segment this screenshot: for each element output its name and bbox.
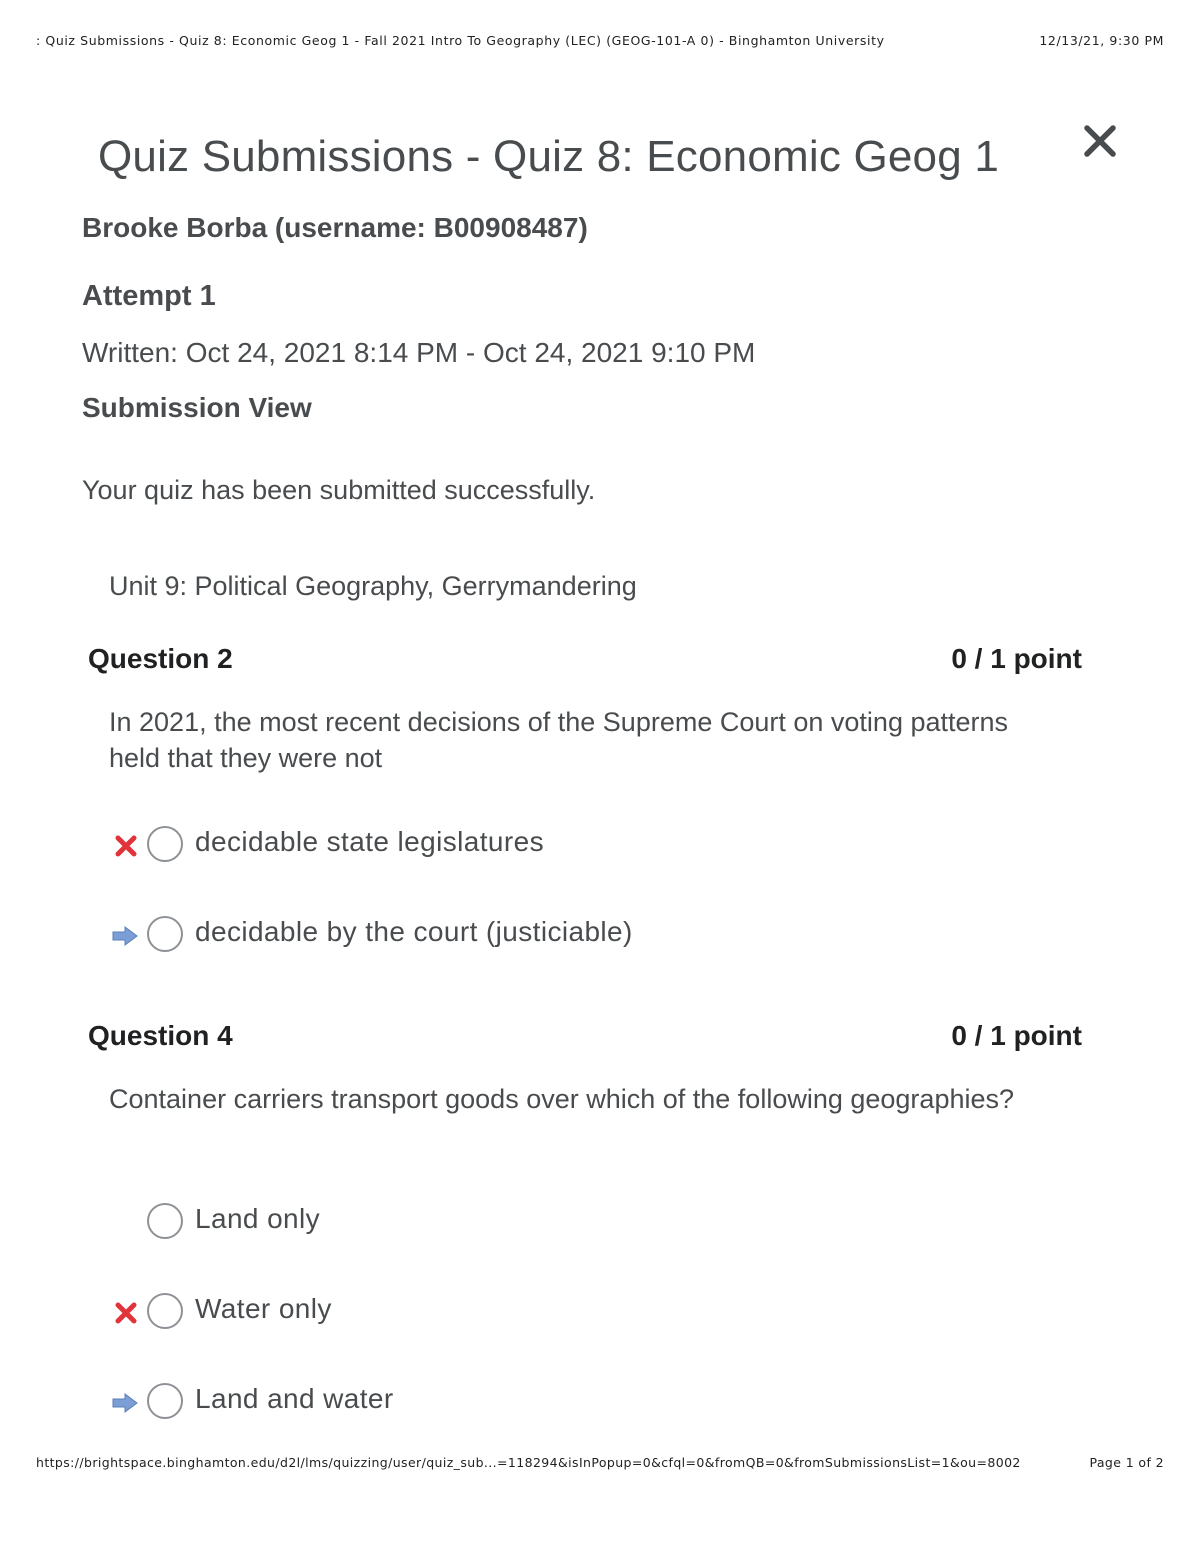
answer-label: decidable state legislatures	[195, 826, 544, 857]
answer-option	[110, 1291, 910, 1335]
dialog-title: Quiz Submissions - Quiz 8: Economic Geog 1	[98, 132, 999, 181]
print-footer	[36, 1455, 1164, 1475]
question-header	[88, 643, 1082, 679]
incorrect-icon	[110, 1299, 140, 1327]
correct-answer-arrow-icon	[110, 922, 140, 950]
written-timestamp: Written: Oct 24, 2021 8:14 PM - Oct 24, 2021 9:10 PM	[82, 337, 756, 368]
user-line: Brooke Borba (username: B00908487)	[82, 212, 588, 243]
section-title: Unit 9: Political Geography, Gerrymandering	[109, 571, 637, 601]
success-message: Your quiz has been submitted successfully.	[82, 475, 596, 505]
close-icon[interactable]	[1080, 120, 1122, 162]
answer-option	[110, 1381, 910, 1425]
radio-button[interactable]	[147, 1293, 183, 1329]
correct-answer-arrow-icon	[110, 1389, 140, 1417]
radio-button[interactable]	[147, 1383, 183, 1419]
incorrect-icon	[110, 832, 140, 860]
close-button[interactable]	[1080, 120, 1122, 162]
question-points: 0 / 1 point	[951, 1020, 1082, 1051]
print-header-date: 12/13/21, 9:30 PM	[1039, 33, 1164, 48]
answer-label: Land only	[195, 1203, 321, 1234]
print-header-title: : Quiz Submissions - Quiz 8: Economic Geog 1 - Fall 2021 Intro To Geography (LEC) (GEOG-101-A 0) - Binghamton University	[36, 33, 885, 48]
radio-button[interactable]	[147, 826, 183, 862]
question-header	[88, 1020, 1082, 1056]
radio-button[interactable]	[147, 1203, 183, 1239]
answer-label: Land and water	[195, 1383, 394, 1414]
answer-option	[110, 824, 910, 868]
question-text: Container carriers transport goods over which of the following geographies?	[109, 1084, 1015, 1114]
question-points: 0 / 1 point	[951, 643, 1082, 674]
question-number: Question 4	[88, 1020, 233, 1051]
print-header	[36, 33, 1164, 53]
answer-label: decidable by the court (justiciable)	[195, 916, 633, 947]
question-number: Question 2	[88, 643, 233, 674]
radio-button[interactable]	[147, 916, 183, 952]
attempt-heading: Attempt 1	[82, 280, 216, 312]
question-text: In 2021, the most recent decisions of the Supreme Court on voting patterns held that they were not	[109, 707, 1009, 773]
print-footer-url: https://brightspace.binghamton.edu/d2l/lms/quizzing/user/quiz_sub...=118294&isInPopup=0&cfql=0&fromQB=0&fromSubmissionsList=1&ou=8002	[36, 1455, 1021, 1470]
submission-view-heading: Submission View	[82, 392, 312, 423]
print-footer-page: Page 1 of 2	[1089, 1455, 1164, 1470]
answer-option	[110, 1201, 910, 1245]
answer-option	[110, 914, 910, 958]
answer-label: Water only	[195, 1293, 332, 1324]
